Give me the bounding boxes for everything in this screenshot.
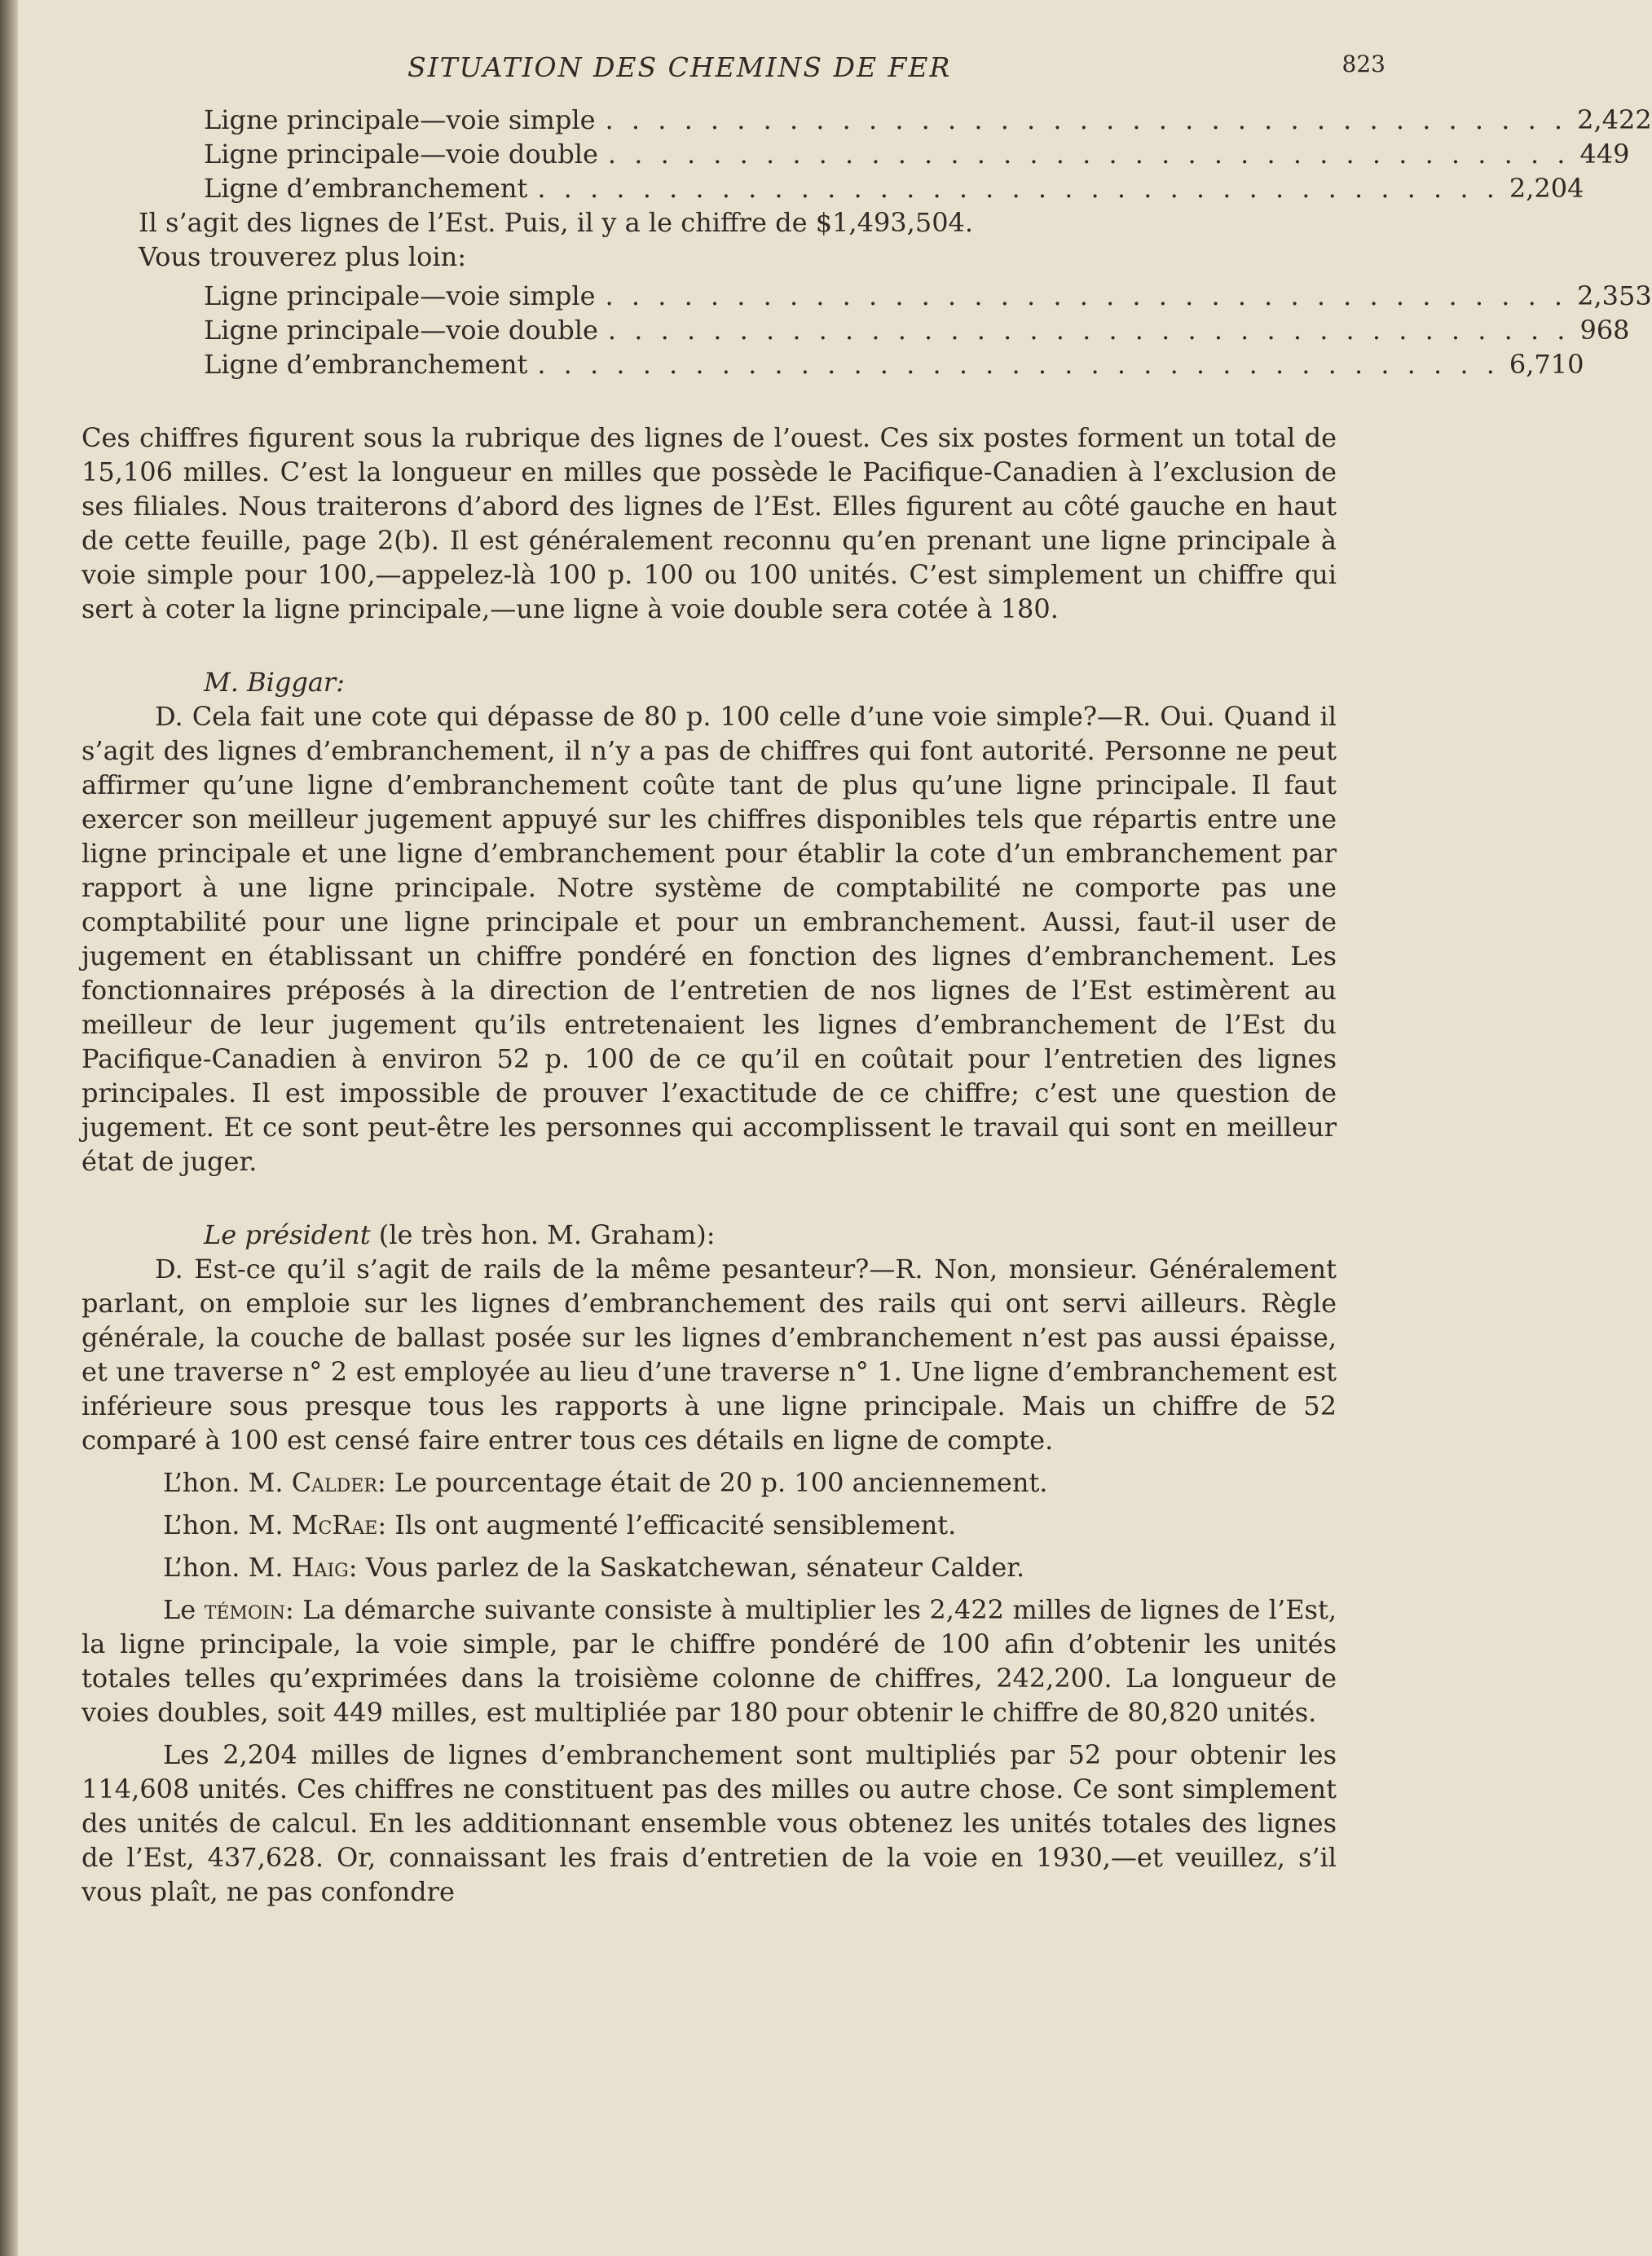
speaker-president [204,1218,1337,1252]
table-row [204,103,1652,137]
east-lines-table [81,103,1652,205]
leader-dots: . . . . . . . . . . . . . . . . . . . . . . . . . . . . . . . . . . . . . [605,104,1568,135]
remark-speaker: témoin [204,1594,285,1625]
row-value: 449 [1579,139,1630,170]
remark-calder [81,1465,1337,1500]
remark-haig [81,1550,1337,1584]
row-value: 968 [1579,315,1630,346]
leader-dots: . . . . . . . . . . . . . . . . . . . . . . . . . . . . . . . . . . . . . [605,280,1568,311]
remark-speaker: Calder [291,1467,377,1498]
leader-dots: . . . . . . . . . . . . . . . . . . . . . . . . . . . . . . . . . . . . . [537,173,1500,204]
row-label: Ligne principale—voie simple [204,280,596,311]
remark-text: : Ils ont augmenté l’efficacité sensiblement. [377,1509,957,1540]
page-number: 823 [1341,51,1385,77]
paragraph-west-total: Ces chiffres figurent sous la rubrique des lignes de l’ouest. Ces six postes forment un total de 15,106 milles. C’est la longueur en milles que possède le Pacifique-Canadien à l’exclusion de ses filiales. Nous traiterons d’abord des lignes de l’Est. Elles figurent au côté gauche en haut de cette feuille, page 2(b). Il est généralement reconnu qu’en prenant une ligne principale à voie simple pour 100,—appelez-là 100 p. 100 ou 100 unités. C’est simplement un chiffre qui sert à coter la ligne principale,—une ligne à voie double sera cotée à 180. [81,422,1337,624]
speaker-biggar: M. Biggar: [204,667,345,698]
remark-mcrae [81,1508,1337,1542]
row-value: 2,353 [1577,280,1652,311]
speaker-title: Le président [204,1219,371,1250]
paragraph-branch-lines: D. Cela fait une cote qui dépasse de 80 p. 100 celle d’une voie simple?—R. Oui. Quand il s’agit des lignes d’embranchement, il n’y a pas de chiffres qui font autorité. Personne ne peut affirmer qu’une ligne d’embranchement coûte tant de plus qu’une ligne principale. Il faut exercer son meilleur jugement appuyé sur les chiffres disponibles tels que répartis entre une ligne principale et une ligne d’embranchement pour établir la cote d’un embranchement par rapport à une ligne principale. Notre système de comptabilité ne comporte pas une comptabilité pour une ligne principale et pour un embranchement. Aussi, faut-il user de jugement en établissant un chiffre pondéré en fonction des lignes d’embranchement. Les fonctionnaires préposés à la direction de l’entretien de nos lignes de l’Est estimèrent au meilleur de leur jugement qu’ils entretenaient les lignes d’embranchement de l’Est du Pacifique-Canadien à environ 52 p. 100 de ce qu’il en coûtait pour l’entretien des lignes principales. Il est impossible de prouver l’exactitude de ce chiffre; c’est une question de jugement. Et ce sont peut-être les personnes qui accomplissent le travail qui sont en meilleur état de juger. [81,701,1337,1177]
remark-speaker: McRae [291,1509,378,1540]
table-row [204,313,1630,347]
remark-speaker: Haig [291,1552,349,1583]
leader-dots: . . . . . . . . . . . . . . . . . . . . . . . . . . . . . . . . . . . . . [537,349,1500,380]
document-page [81,41,1652,1909]
row-label: Ligne d’embranchement [204,349,528,380]
row-label: Ligne d’embranchement [204,173,528,204]
leader-dots: . . . . . . . . . . . . . . . . . . . . . . . . . . . . . . . . . . . . . [607,315,1571,346]
speaker-detail: (le très hon. M. Graham): [370,1219,716,1250]
remark-prefix: L’hon. M. [163,1552,292,1583]
remark-witness [81,1593,1337,1729]
table-row [204,279,1652,313]
note-east: Il s’agit des lignes de l’Est. Puis, il y a le chiffre de $1,493,504. [139,207,974,238]
row-label: Ligne principale—voie simple [204,104,596,135]
row-value: 6,710 [1509,349,1584,380]
table-row [204,171,1584,205]
row-value: 2,422 [1577,104,1652,135]
table-row [204,347,1584,381]
table-row [204,137,1630,171]
running-title: SITUATION DES CHEMINS DE FER [407,51,952,83]
remark-text: : Vous parlez de la Saskatchewan, sénateur Calder. [348,1552,1025,1583]
paragraph-calc-units: Les 2,204 milles de lignes d’embranchement sont multipliés par 52 pour obtenir les 114,608 unités. Ces chiffres ne constituent pas des milles ou autre chose. Ce sont simplement des unités de calcul. En les additionnant ensemble vous obtenez les unités totales des lignes de l’Est, 437,628. Or, connaissant les frais d’entretien de la voie en 1930,—et veuillez, s’il vous plaît, ne pas confondre [81,1739,1337,1907]
remark-text: : La démarche suivante consiste à multiplier les 2,422 milles de lignes de l’Est, la ligne principale, la voie simple, par le chiffre pondéré de 100 afin d’obtenir les unités totales telles qu’exprimées dans la troisième colonne de chiffres, 242,200. La longueur de voies doubles, soit 449 milles, est multipliée par 180 pour obtenir le chiffre de 80,820 unités. [81,1594,1337,1728]
row-label: Ligne principale—voie double [204,139,598,170]
book-spine-shadow [0,0,18,2256]
page-header [81,41,1385,98]
row-value: 2,204 [1509,173,1584,204]
remark-prefix: L’hon. M. [163,1467,292,1498]
west-lines-table [81,279,1652,381]
leader-dots: . . . . . . . . . . . . . . . . . . . . . . . . . . . . . . . . . . . . . [607,139,1571,170]
remark-text: : Le pourcentage était de 20 p. 100 anciennement. [377,1467,1048,1498]
note-further: Vous trouverez plus loin: [139,241,466,272]
remark-prefix: L’hon. M. [163,1509,292,1540]
row-label: Ligne principale—voie double [204,315,598,346]
remark-prefix: Le [163,1594,205,1625]
paragraph-rails: D. Est-ce qu’il s’agit de rails de la même pesanteur?—R. Non, monsieur. Généralement parlant, on emploie sur les lignes d’embranchement des rails qui ont servi ailleurs. Règle générale, la couche de ballast posée sur les lignes d’embranchement n’est pas aussi épaisse, et une traverse n° 2 est employée au lieu d’une traverse n° 1. Une ligne d’embranchement est inférieure sous presque tous les rapports à une ligne principale. Mais un chiffre de 52 comparé à 100 est censé faire entrer tous ces détails en ligne de compte. [81,1254,1337,1456]
